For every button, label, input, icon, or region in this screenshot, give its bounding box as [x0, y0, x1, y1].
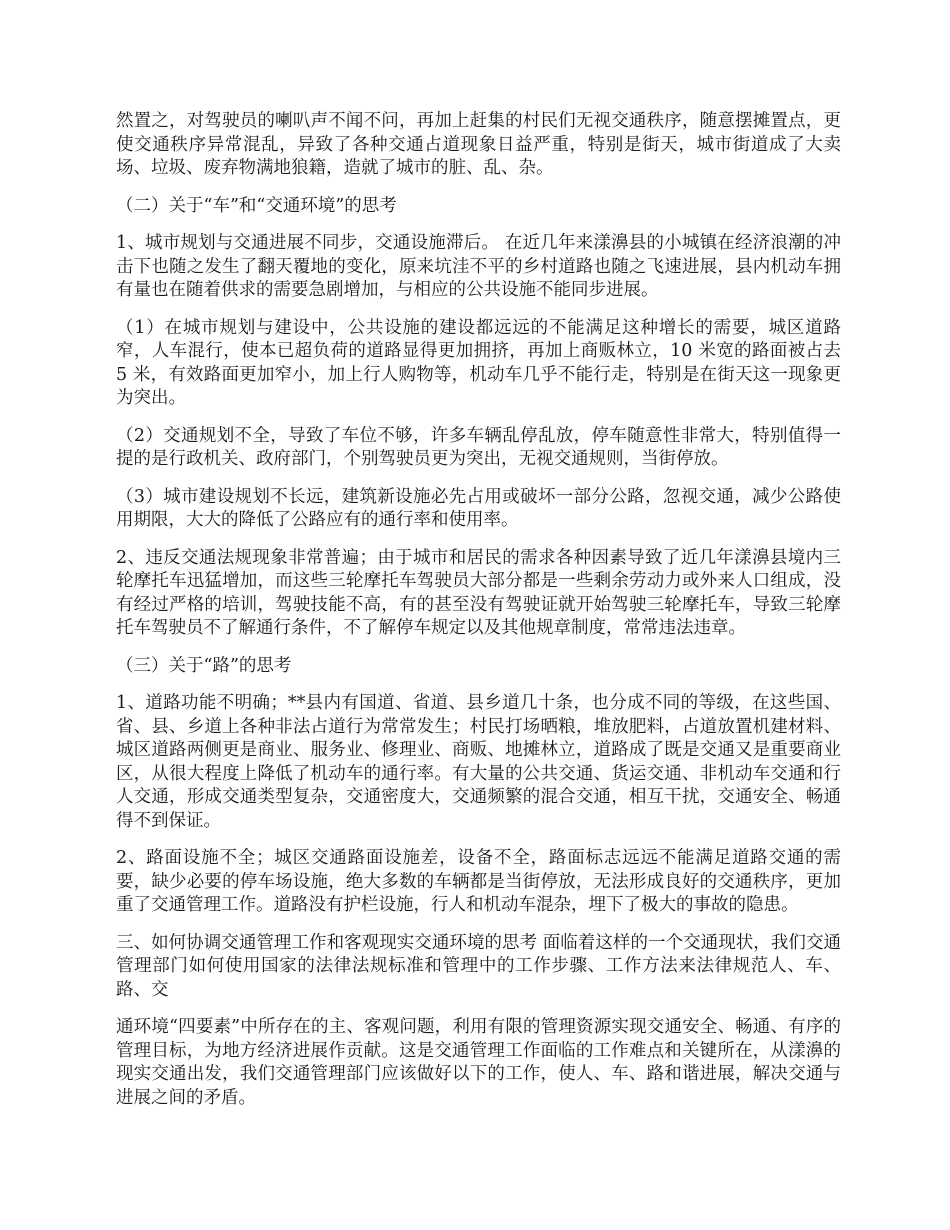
paragraph-traffic-violations: 2、违反交通法规现象非常普遍；由于城市和居民的需求各种因素导致了近几年漾濞县境内三轮摩托车迅猛增加，而这些三轮摩托车驾驶员大部分都是一些剩余劳动力或外来人口组成，没有经过严格的培训，驾驶技能不高，有的甚至没有驾驶证就开始驾驶三轮摩托车，导致三轮摩托车驾驶员不了解通行条件，不了解停车规定以及其他规章制度，常常违法违章。 — [116, 547, 841, 638]
paragraph-item-2-parking: （2）交通规划不全，导致了车位不够，许多车辆乱停乱放，停车随意性非常大，特别值得一提的是行政机关、政府部门，个别驾驶员更为突出，无视交通规则，当街停放。 — [116, 425, 841, 469]
paragraph-road-function: 1、道路功能不明确；**县内有国道、省道、县乡道几十条，也分成不同的等级，在这些国、省、县、乡道上各种非法占道行为常常发生；村民打场晒粮，堆放肥料，占道放置机建材料、城区道路两侧更是商业、服务业、修理业、商贩、地摊林立，道路成了既是交通又是重要商业区，从很大程度上降低了机动车的通行率。有大量的公共交通、货运交通、非机动车交通和行人交通，形成交通类型复杂，交通密度大，交通频繁的混合交通，相互干扰，交通安全、畅通得不到保证。 — [116, 693, 841, 831]
paragraph-section-three-intro: 三、如何协调交通管理工作和客观现实交通环境的思考 面临着这样的一个交通现状，我们交通管理部门如何使用国家的法律法规标准和管理中的工作步骤、工作方法来法律规范人、车、路、交 — [116, 932, 841, 1000]
section-heading-road: （三）关于“路”的思考 — [116, 655, 292, 676]
paragraph-road-facilities: 2、路面设施不全；城区交通路面设施差，设备不全，路面标志远远不能满足道路交通的需要，缺少必要的停车场设施，绝大多数的车辆都是当街停放，无法形成良好的交通秩序，更加重了交通管理工作。道路没有护栏设施，行人和机动车混杂，埋下了极大的事故的隐患。 — [116, 848, 841, 915]
section-heading-vehicle-environment: （二）关于“车”和“交通环境”的思考 — [116, 195, 397, 216]
paragraph-four-elements: 通环境“四要素”中所存在的主、客观问题，利用有限的管理资源实现交通安全、畅通、有序的管理目标，为地方经济进展作贡献。这是交通管理工作面临的工作难点和关键所在，从漾濞的现实交通出发，我们交通管理部门应该做好以下的工作，使人、车、路和谐进展，解决交通与进展之间的矛盾。 — [116, 1017, 841, 1108]
document-page — [116, 110, 841, 1124]
paragraph-planning-out-of-sync: 1、城市规划与交通进展不同步，交通设施滞后。 在近几年来漾濞县的小城镇在经济浪潮的冲击下也随之发生了翻天覆地的变化，原来坑洼不平的乡村道路也随之飞速进展，县内机动车拥有量也在随着供求的需要急剧增加，与相应的公共设施不能同步进展。 — [116, 233, 841, 300]
paragraph-item-3-long-term-planning: （3）城市建设规划不长远，建筑新设施必先占用或破坏一部分公路，忽视交通，减少公路使用期限，大大的降低了公路应有的通行率和使用率。 — [116, 486, 841, 530]
paragraph-item-1-public-facilities: （1）在城市规划与建设中，公共设施的建设都远远的不能满足这种增长的需要，城区道路窄，人车混行，使本已超负荷的道路显得更加拥挤，再加上商贩林立，10 米宽的路面被占去 5 米，有效路面更加窄小，加上行人购物等，机动车几乎不能行走，特别是在街天这一现象更为突出。 — [116, 317, 841, 408]
paragraph-market-chaos: 然置之，对驾驶员的喇叭声不闻不问，再加上赶集的村民们无视交通秩序，随意摆摊置点，更使交通秩序异常混乱，异致了各种交通占道现象日益严重，特别是街天，城市街道成了大卖场、垃圾、废弃物满地狼籍，造就了城市的脏、乱、杂。 — [116, 111, 841, 178]
